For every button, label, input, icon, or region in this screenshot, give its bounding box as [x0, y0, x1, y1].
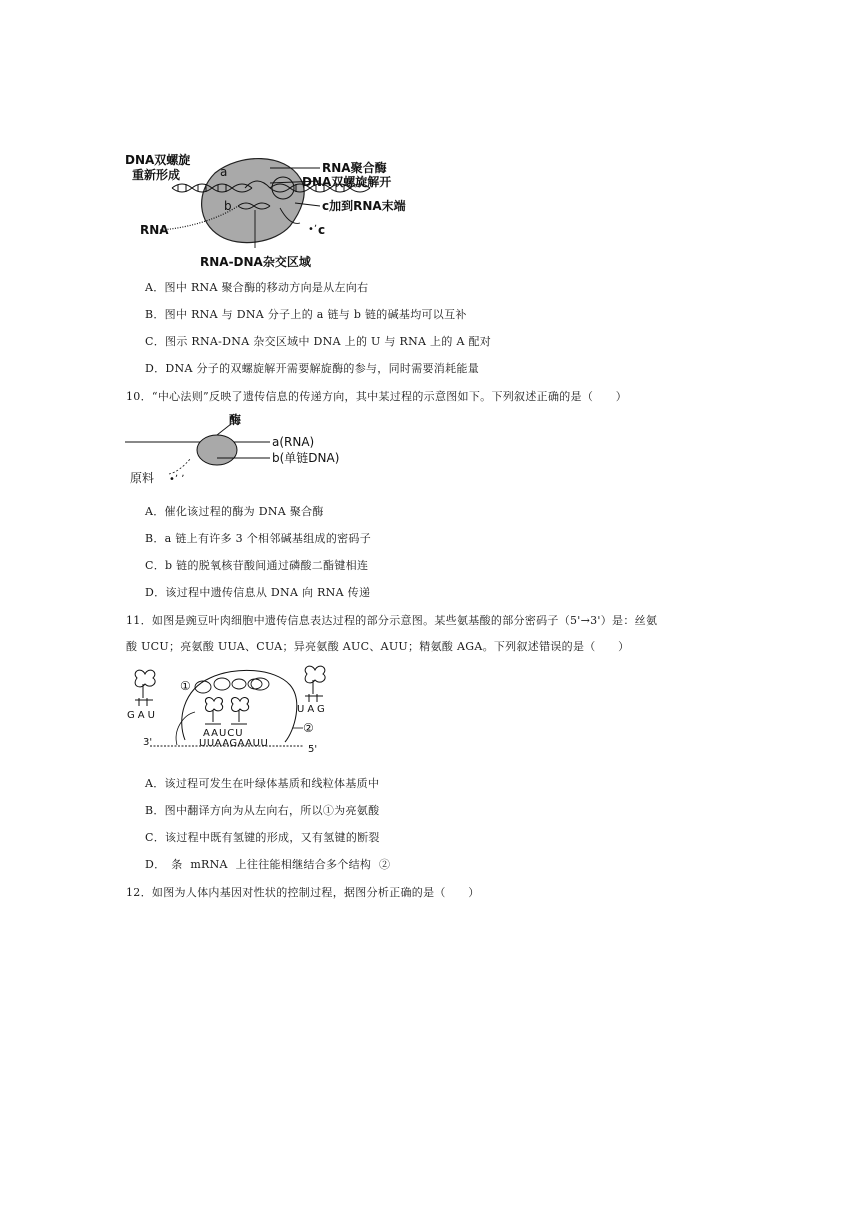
- label-3-prime: 3': [143, 737, 153, 748]
- q10-option-c: C．b 链的脱氧核苷酸间通过磷酸二酯键相连: [145, 559, 369, 572]
- trna-right: [305, 666, 325, 702]
- label-b: b: [224, 199, 232, 213]
- label-c-added: c加到RNA末端: [322, 199, 406, 213]
- label-a: a: [220, 165, 228, 179]
- q11-option-b: B．图中翻译方向为从左向右，所以①为亮氨酸: [145, 804, 380, 817]
- label-right-anticodon: UAG: [297, 704, 328, 715]
- label-dna-reform: DNA双螺旋: [125, 153, 191, 167]
- label-material: 原料: [130, 471, 155, 485]
- label-rna: RNA: [140, 223, 169, 237]
- nucleotide-dots-icon: •ʼ: [308, 224, 318, 235]
- label-trna-codes: AAUCU: [203, 728, 244, 739]
- q11-stem-line-2: 酸 UCU；亮氨酸 UUA、CUA；异亮氨酸 AUC、AUU；精氨酸 AGA。下列叙述错误的是（ ）: [126, 640, 630, 653]
- label-hybrid-region: RNA-DNA杂交区域: [200, 255, 311, 269]
- q11-stem-line-1: 11．如图是豌豆叶肉细胞中遗传信息表达过程的部分示意图。某些氨基酸的部分密码子（5'→3'）是：丝氨: [126, 614, 658, 627]
- label-c: c: [318, 223, 326, 237]
- q12-stem: 12．如图为人体内基因对性状的控制过程，据图分析正确的是（ ）: [126, 886, 480, 899]
- q10-option-b: B．a 链上有许多 3 个相邻碱基组成的密码子: [145, 532, 372, 545]
- q11-option-c: C．该过程中既有氢键的形成，又有氢键的断裂: [145, 831, 380, 844]
- enzyme-shape: [197, 435, 237, 465]
- label-mrna-seq: UUAAGAAUU: [199, 738, 269, 749]
- q11-option-d: D． 条 mRNA 上往往能相继结合多个结构 ②: [145, 858, 391, 871]
- label-dna-reform-2: 重新形成: [132, 168, 181, 182]
- q9-option-a: A．图中 RNA 聚合酶的移动方向是从左向右: [145, 281, 369, 294]
- trna-middle: [205, 698, 249, 724]
- label-b-ssdna: b(单链DNA): [272, 451, 340, 465]
- label-rna-polymerase: RNA聚合酶: [322, 161, 387, 175]
- q9-option-b: B．图中 RNA 与 DNA 分子上的 a 链与 b 链的碱基均可以互补: [145, 308, 467, 321]
- rna-polymerase-shape: [202, 159, 305, 243]
- nucleotide-dots-icon: •ʼ ʼ: [169, 474, 185, 485]
- label-a-rna: a(RNA): [272, 435, 315, 449]
- label-enzyme: 酶: [229, 413, 242, 427]
- label-mark-2: ②: [303, 721, 314, 735]
- transcription-diagram: [120, 148, 420, 273]
- q10-stem: 10．“中心法则”反映了遗传信息的传递方向，其中某过程的示意图如下。下列叙述正确的是（ ）: [126, 390, 628, 403]
- translation-diagram: [125, 660, 335, 760]
- label-left-anticodon: GAU: [127, 710, 158, 721]
- label-dna-unwind: DNA双螺旋解开: [302, 175, 392, 189]
- reverse-transcription-diagram: [125, 412, 365, 492]
- q10-option-a: A．催化该过程的酶为 DNA 聚合酶: [145, 505, 324, 518]
- label-5-prime: 5': [308, 744, 318, 755]
- q11-option-a: A．该过程可发生在叶绿体基质和线粒体基质中: [145, 777, 380, 790]
- trna-left: [135, 670, 155, 706]
- q10-option-d: D．该过程中遗传信息从 DNA 向 RNA 传递: [145, 586, 371, 599]
- q9-option-d: D．DNA 分子的双螺旋解开需要解旋酶的参与，同时需要消耗能量: [145, 362, 480, 375]
- label-mark-1: ①: [180, 679, 191, 693]
- q9-option-c: C．图示 RNA-DNA 杂交区域中 DNA 上的 U 与 RNA 上的 A 配对: [145, 335, 492, 348]
